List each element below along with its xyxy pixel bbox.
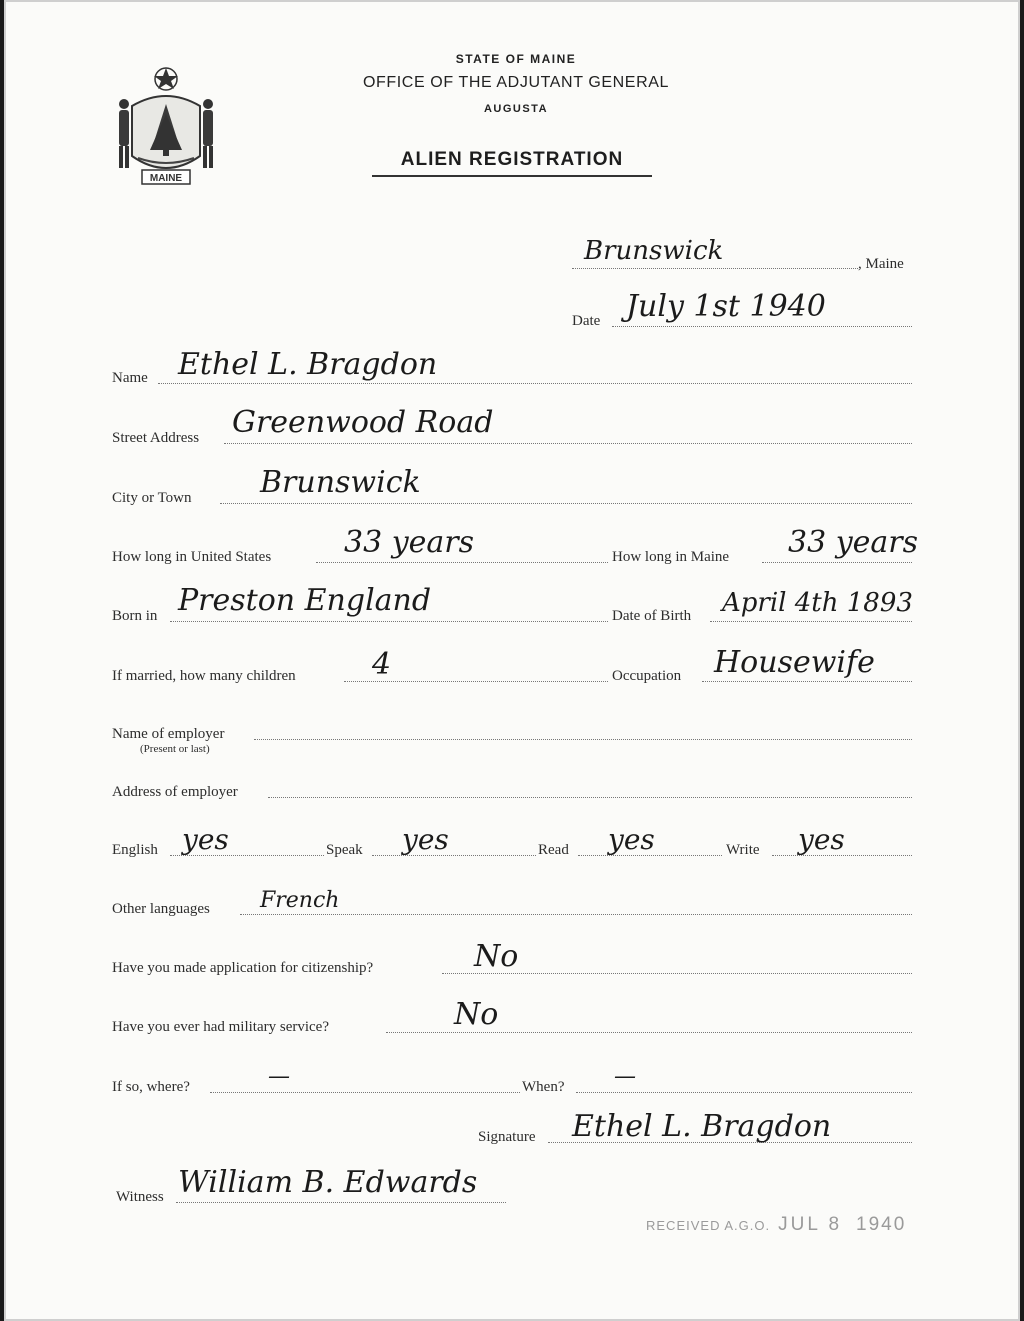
date-label: Date [572,313,601,329]
us-duration-value: 33 years [344,525,475,560]
speak-label: Speak [326,842,363,858]
english-label: English [112,842,158,858]
children-value: 4 [372,647,392,682]
speak-value: yes [402,823,449,856]
header-city: AUGUSTA [483,103,549,115]
employer-note: (Present or last) [140,743,210,755]
signature-label: Signature [478,1129,536,1145]
military-value: No [454,997,499,1032]
street-address-label: Street Address [112,430,200,446]
signature-value: Ethel L. Bragdon [572,1109,832,1144]
witness-line [176,1202,506,1203]
place-line [572,268,858,269]
stamp-date: JUL 8 [778,1214,843,1235]
english-value: yes [182,823,229,856]
registration-form-page [4,0,1020,1321]
citizenship-value: No [474,939,519,974]
name-line [158,383,912,384]
other-languages-value: French [260,888,340,913]
street-address-value: Greenwood Road [232,405,494,440]
employer-address-label: Address of employer [112,784,238,800]
date-line [612,326,912,327]
place-suffix: , Maine [858,256,904,272]
name-label: Name [112,370,148,386]
military-line [386,1032,912,1033]
employer-label: Name of employer [112,726,225,742]
write-value: yes [798,823,845,856]
birthplace-label: Born in [112,608,158,624]
occupation-line [702,681,912,682]
occupation-value: Housewife [714,645,875,680]
read-value: yes [608,823,655,856]
header-state: STATE OF MAINE [455,52,577,66]
birthplace-value: Preston England [178,583,432,618]
where-line [210,1092,520,1093]
date-of-birth-line [710,621,912,622]
military-label: Have you ever had military service? [112,1019,329,1035]
where-value: — [268,1064,290,1089]
other-languages-line [240,914,912,915]
birthplace-line [170,621,608,622]
stamp-year: 1940 [856,1214,907,1235]
stamp-received-text: RECEIVED A.G.O. [646,1218,771,1233]
children-label: If married, how many children [112,668,296,684]
witness-value: William B. Edwards [178,1165,478,1200]
form-title: ALIEN REGISTRATION [372,149,652,177]
read-label: Read [538,842,569,858]
place-value: Brunswick [584,236,724,266]
date-value: July 1st 1940 [626,289,826,324]
city-label: City or Town [112,490,192,506]
other-languages-label: Other languages [112,901,210,917]
city-line [220,503,912,504]
date-of-birth-value: April 4th 1893 [722,588,913,618]
maine-state-seal-icon [110,64,222,190]
received-stamp [646,1214,906,1236]
header-office: OFFICE OF THE ADJUTANT GENERAL [362,74,670,91]
maine-duration-value: 33 years [788,525,919,560]
employer-line [254,739,912,740]
occupation-label: Occupation [612,668,682,684]
employer-address-line [268,797,912,798]
speak-line [372,855,536,856]
maine-duration-line [762,562,912,563]
citizenship-label: Have you made application for citizenship? [112,960,374,976]
us-duration-line [316,562,608,563]
when-line [576,1092,912,1093]
name-value: Ethel L. Bragdon [178,347,438,382]
witness-label: Witness [116,1189,164,1205]
where-label: If so, where? [112,1079,190,1095]
city-value: Brunswick [260,465,421,500]
seal-banner-text: MAINE [149,173,183,184]
date-of-birth-label: Date of Birth [612,608,692,624]
us-duration-label: How long in United States [112,549,272,565]
write-label: Write [726,842,760,858]
when-label: When? [522,1079,565,1095]
when-value: — [614,1064,636,1089]
maine-duration-label: How long in Maine [612,549,730,565]
street-address-line [224,443,912,444]
